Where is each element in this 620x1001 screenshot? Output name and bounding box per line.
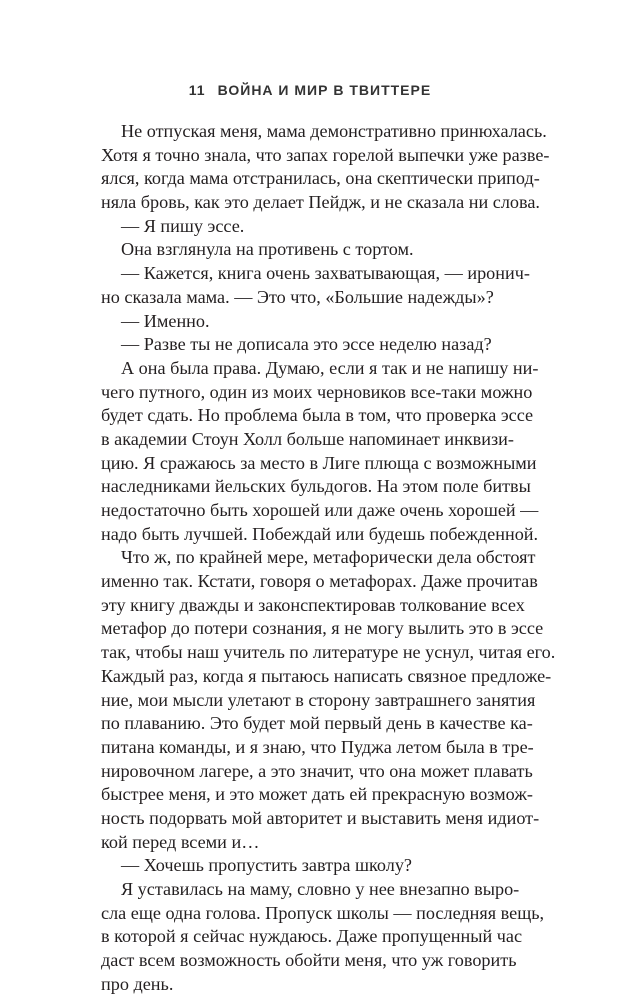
text-line: в которой я сейчас нуждаюсь. Даже пропущенный час bbox=[101, 926, 523, 947]
text-line: именно так. Кстати, говоря о метафорах. Даже прочитав bbox=[101, 571, 538, 592]
text-line: недостаточно быть хорошей или даже очень хорошей — bbox=[101, 500, 539, 520]
chapter-title: ВОЙНА И МИР В ТВИТТЕРЕ bbox=[217, 82, 432, 98]
text-line: так, чтобы наш учитель по литературе не уснул, читая его. bbox=[101, 642, 556, 663]
text-line: по плаванию. Это будет мой первый день в качестве ка- bbox=[101, 713, 533, 734]
text-line: чего путного, один из моих черновиков все-таки можно bbox=[101, 381, 533, 402]
text-line: сла еще одна голова. Пропуск школы — последняя вещь, bbox=[101, 902, 545, 923]
text-line: Каждый раз, когда я пытаюсь написать связное предложе- bbox=[101, 665, 552, 686]
text-line: — Разве ты не дописала это эссе неделю назад? bbox=[121, 334, 492, 355]
body-text bbox=[101, 120, 556, 996]
text-line: — Кажется, книга очень захватывающая, — иронич- bbox=[121, 263, 530, 284]
text-line: наследниками йельских бульдогов. На этом поле битвы bbox=[101, 476, 531, 497]
page-number: 11 bbox=[188, 82, 206, 98]
text-line: Я уставилась на маму, словно у нее внезапно выро- bbox=[121, 879, 520, 899]
text-line: Не отпуская меня, мама демонстративно принюхалась. bbox=[121, 121, 547, 141]
text-line: питана команды, и я знаю, что Пуджа летом была в тре- bbox=[101, 736, 534, 757]
text-line: — Я пишу эссе. bbox=[121, 215, 245, 236]
text-line: Она взглянула на противень с тортом. bbox=[121, 239, 414, 260]
text-line: цию. Я сражаюсь за место в Лиге плюща с возможными bbox=[101, 452, 537, 473]
text-line: будет сдать. Но проблема была в том, что проверка эссе bbox=[101, 405, 534, 426]
text-line: Что ж, по крайней мере, метафорически дела обстоят bbox=[121, 547, 536, 568]
text-line: ность подорвать мой авторитет и выставить меня идиот- bbox=[101, 807, 540, 828]
text-line: — Именно. bbox=[121, 310, 210, 331]
text-line: ялся, когда мама отстранилась, она скептически припод- bbox=[101, 168, 540, 189]
text-line: надо быть лучшей. Побеждай или будешь побежденной. bbox=[101, 523, 539, 544]
text-line: эту книгу дважды и законспектировав толкование всех bbox=[101, 594, 525, 615]
text-line: кой перед всеми и… bbox=[101, 831, 260, 852]
text-line: ние, мои мысли улетают в сторону завтрашнего занятия bbox=[101, 689, 536, 710]
text-line: в академии Стоун Холл больше напоминает инквизи- bbox=[101, 428, 514, 449]
text-line: нировочном лагере, а это значит, что она может плавать bbox=[101, 760, 533, 781]
text-line: няла бровь, как это делает Пейдж, и не сказала ни слова. bbox=[101, 192, 540, 213]
running-header bbox=[0, 80, 620, 100]
text-line: метафор до потери сознания, я не могу вылить это в эссе bbox=[101, 618, 544, 639]
text-line: про день. bbox=[101, 973, 174, 994]
text-line: — Хочешь пропустить завтра школу? bbox=[121, 855, 412, 876]
text-line: Хотя я точно знала, что запах горелой выпечки уже разве- bbox=[101, 144, 550, 165]
text-line: быстрее меня, и это может дать ей прекрасную возмож- bbox=[101, 784, 533, 805]
text-line: но сказала мама. — Это что, «Большие надежды»? bbox=[101, 286, 494, 307]
text-line: А она была права. Думаю, если я так и не напишу ни- bbox=[121, 357, 539, 378]
text-line: даст всем возможность обойти меня, что уж говорить bbox=[101, 950, 517, 971]
